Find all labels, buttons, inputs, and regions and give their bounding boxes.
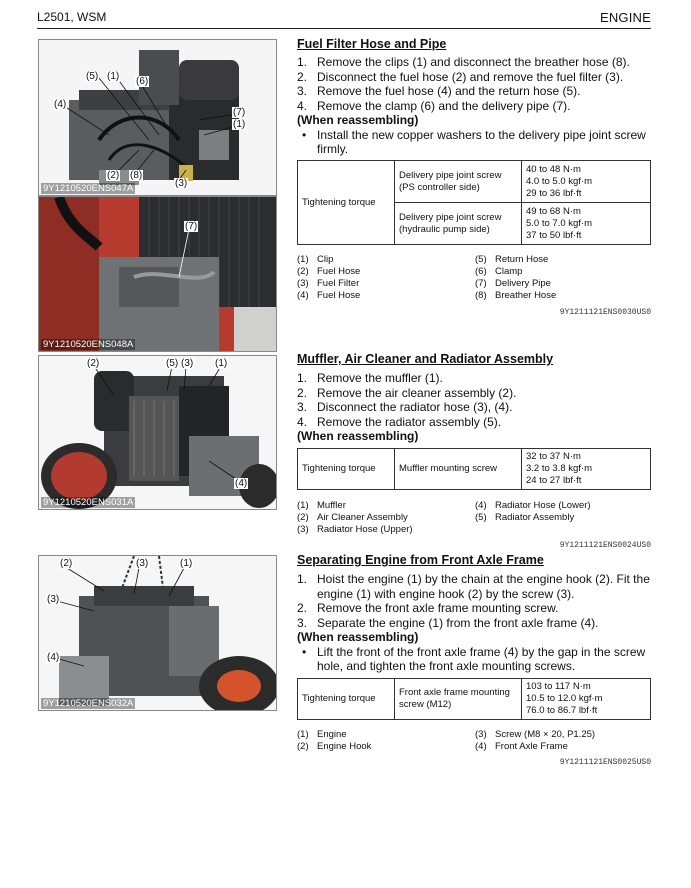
section-fuel-filter	[297, 37, 651, 157]
callout-label: (5)	[86, 71, 99, 82]
callout-label: (2)	[107, 170, 120, 181]
legend-item: (5) Return Hose	[475, 254, 549, 265]
legend-item: (4) Radiator Hose (Lower)	[475, 500, 591, 511]
legend-item: (2) Engine Hook	[297, 741, 372, 752]
callout-label: (2)	[87, 358, 100, 369]
step-number: 3.	[297, 615, 308, 630]
note-text: Lift the front of the front axle frame (4) by the gap in the screw hole, and tighten the front axle mounting screws.	[317, 644, 646, 673]
legend-item: (7) Delivery Pipe	[475, 278, 551, 289]
step	[297, 386, 651, 401]
callout-label: (3)	[181, 358, 194, 369]
callout-label: (1)	[233, 119, 246, 130]
torque-table	[297, 678, 651, 720]
photo-engine-separation	[38, 555, 277, 711]
legend-item: (1) Engine	[297, 729, 347, 740]
torque-item: Front axle frame mounting screw (M12)	[395, 679, 522, 720]
reassembling-heading: (When reassembling)	[297, 429, 419, 443]
photo-muffler-radiator	[38, 355, 277, 510]
callout-label: (1)	[107, 71, 120, 82]
step-number: 2.	[297, 385, 308, 400]
torque-values	[522, 679, 651, 720]
legend-item: (1) Clip	[297, 254, 334, 265]
section-title: Separating Engine from Front Axle Frame	[297, 553, 544, 567]
legend-fuel-filter	[297, 254, 651, 304]
callout-label: (7)	[185, 221, 198, 232]
callout-label: (4)	[235, 478, 248, 489]
legend-item: (5) Radiator Assembly	[475, 512, 575, 523]
callout-label: (3)	[47, 594, 60, 605]
legend-muffler-radiator	[297, 500, 651, 538]
torque-table	[297, 448, 651, 490]
torque-value: 4.0 to 5.0 kgf·m	[526, 175, 593, 187]
torque-value: 103 to 117 N·m	[526, 681, 591, 692]
photo-caption: 9Y1210520ENS031A	[43, 497, 134, 508]
reassembling-note: • Lift the front of the front axle frame (4) by the gap in the screw hole, and tighten the front axle mounting screws.	[302, 644, 646, 673]
callout-label: (2)	[60, 558, 73, 569]
step-number: 3.	[297, 400, 308, 414]
step-number: 4.	[297, 98, 308, 113]
callout-label: (5)	[166, 358, 179, 369]
section-engine-separation	[297, 553, 651, 674]
photo-caption: 9Y1210520ENS032A	[43, 698, 134, 709]
step	[297, 99, 651, 114]
legend-item: (3) Screw (M8 × 20, P1.25)	[475, 729, 596, 740]
reference-code: 9Y1211121ENS0025US0	[559, 758, 651, 767]
torque-label: Tightening torque	[298, 449, 395, 490]
step	[297, 400, 651, 415]
torque-value: 3.2 to 3.8 kgf·m	[526, 463, 593, 474]
torque-value: 40 to 48 N·m	[526, 163, 581, 175]
step	[297, 616, 651, 631]
legend-item: (4) Front Axle Frame	[475, 741, 568, 752]
callout-label: (8)	[130, 170, 143, 181]
step-text: Disconnect the fuel hose (2) and remove the fuel filter (3).	[317, 69, 624, 84]
reassembling-note: • Install the new copper washers to the delivery pipe joint screw firmly.	[302, 127, 646, 156]
step	[297, 371, 651, 386]
legend-item: (1) Muffler	[297, 500, 346, 511]
callout-label: (4)	[47, 652, 60, 663]
reassembling-heading: (When reassembling)	[297, 630, 419, 644]
step-text: Remove the air cleaner assembly (2).	[317, 385, 517, 400]
step-text: Remove the clips (1) and disconnect the breather hose (8).	[317, 55, 630, 69]
torque-value: 10.5 to 12.0 kgf·m	[526, 693, 603, 704]
torque-item: Delivery pipe joint screw (PS controller side)	[395, 161, 522, 203]
step-number: 3.	[297, 84, 308, 98]
step-number: 1.	[297, 55, 308, 69]
header-rule	[37, 28, 651, 29]
torque-value: 49 to 68 N·m	[526, 205, 581, 217]
step-number: 2.	[297, 69, 308, 84]
step-text: Separate the engine (1) from the front axle frame (4).	[317, 615, 599, 630]
step-text: Remove the muffler (1).	[317, 371, 443, 385]
torque-item: Delivery pipe joint screw (hydraulic pump side)	[395, 203, 522, 245]
section-muffler-radiator	[297, 352, 651, 444]
torque-value: 76.0 to 86.7 lbf·ft	[526, 705, 598, 716]
legend-item: (4) Fuel Hose	[297, 290, 361, 301]
torque-value: 24 to 27 lbf·ft	[526, 475, 582, 486]
torque-value: 32 to 37 N·m	[526, 451, 581, 462]
step-number: 1.	[297, 371, 308, 385]
step-number: 2.	[297, 601, 308, 615]
callout-label: (1)	[215, 358, 228, 369]
step-text: Remove the clamp (6) and the delivery pipe (7).	[317, 98, 571, 113]
photo-caption: 9Y1210520ENS047A	[43, 183, 134, 194]
callout-label: (7)	[233, 107, 246, 118]
header-section: ENGINE	[599, 10, 651, 25]
section-title: Muffler, Air Cleaner and Radiator Assembly	[297, 352, 554, 366]
step-text: Hoist the engine (1) by the chain at the engine hook (2). Fit the engine (1) with engine hook (2) by the screw (3).	[317, 572, 650, 601]
reference-code: 9Y1211121ENS0024US0	[559, 541, 651, 550]
legend-item: (6) Clamp	[475, 266, 523, 277]
callout-label: (3)	[175, 178, 188, 189]
legend-item: (3) Fuel Filter	[297, 278, 360, 289]
step-number: 1.	[297, 572, 308, 586]
torque-table	[297, 160, 651, 245]
torque-value: 37 to 50 lbf·ft	[526, 229, 582, 241]
torque-value: 29 to 36 lbf·ft	[526, 187, 582, 199]
photo-caption: 9Y1210520ENS048A	[43, 339, 134, 350]
step	[297, 601, 651, 616]
legend-item: (8) Breather Hose	[475, 290, 557, 301]
photo-delivery-pipe	[38, 196, 277, 352]
step-number: 4.	[297, 414, 308, 429]
section-title: Fuel Filter Hose and Pipe	[297, 37, 447, 51]
reassembling-heading: (When reassembling)	[297, 113, 419, 127]
torque-values	[522, 203, 651, 245]
torque-values	[522, 161, 651, 203]
step	[297, 70, 651, 85]
torque-item: Muffler mounting screw	[395, 449, 522, 490]
callout-label: (4)	[54, 99, 67, 110]
legend-item: (2) Fuel Hose	[297, 266, 361, 277]
step	[297, 55, 651, 70]
torque-label: Tightening torque	[298, 161, 395, 245]
callout-label: (1)	[180, 558, 193, 569]
legend-item: (3) Radiator Hose (Upper)	[297, 524, 413, 535]
engine-illustration-4	[39, 556, 276, 710]
note-text: Install the new copper washers to the delivery pipe joint screw firmly.	[317, 127, 646, 156]
step-text: Disconnect the radiator hose (3), (4).	[317, 400, 513, 414]
step	[297, 84, 651, 99]
torque-value: 5.0 to 7.0 kgf·m	[526, 217, 593, 229]
header-model: L2501, WSM	[37, 10, 107, 24]
step-text: Remove the front axle frame mounting screw.	[317, 601, 559, 615]
callout-label: (6)	[136, 76, 149, 87]
reference-code: 9Y1211121ENS0030US0	[559, 308, 651, 317]
step	[297, 415, 651, 430]
engine-illustration-2	[39, 197, 276, 351]
step	[297, 572, 651, 601]
photo-fuel-filter-hose	[38, 39, 277, 196]
legend-engine-separation	[297, 729, 651, 755]
step-text: Remove the fuel hose (4) and the return hose (5).	[317, 84, 581, 98]
callout-label: (3)	[136, 558, 149, 569]
legend-item: (2) Air Cleaner Assembly	[297, 512, 408, 523]
torque-values	[522, 449, 651, 490]
torque-label: Tightening torque	[298, 679, 395, 720]
step-text: Remove the radiator assembly (5).	[317, 414, 502, 429]
